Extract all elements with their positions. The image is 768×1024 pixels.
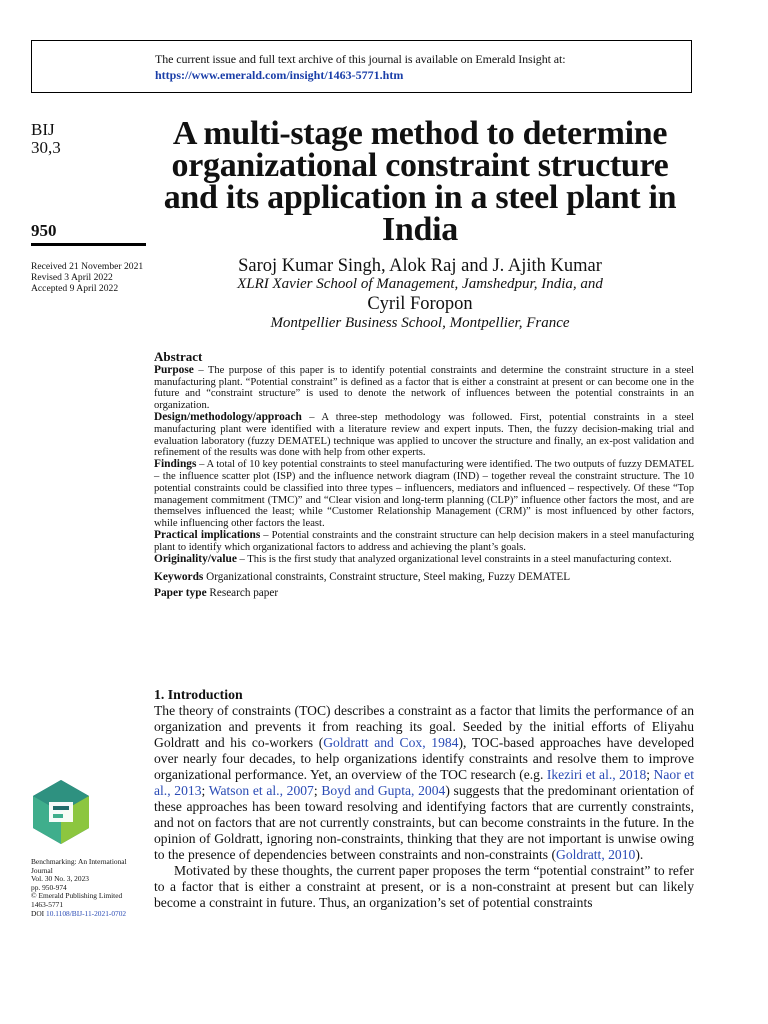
divider [31, 243, 146, 246]
page-range: pp. 950-974 [31, 882, 67, 892]
section-heading: 1. Introduction [154, 687, 243, 702]
text-run: ). [635, 847, 644, 862]
introduction-section [154, 687, 694, 911]
citation-link[interactable]: Naor et al., 2013 [154, 767, 694, 798]
abstract-originality [154, 554, 694, 566]
keywords [154, 569, 694, 585]
findings-label: Findings [154, 458, 197, 471]
practical-label: Practical implications [154, 528, 261, 541]
paper-type-text: Research paper [206, 587, 279, 600]
keywords-text: Organizational constraints, Constraint structure, Steel making, Fuzzy DEMATEL [203, 571, 571, 584]
citation-link[interactable]: Goldratt, 2010 [556, 847, 636, 862]
publication-info [31, 858, 149, 918]
text-run: ) suggests that the predominant orientation of these approaches has been toward resolving and identifying factors that are currently constraints, and not on factors that are not currently constraints, but can become constraints in the future. In the opinion of Goldratt, ignoring non-constraints, thinking that they are not important is unwise owing to the presence of dependencies between constraints and non-constraints ( [154, 783, 694, 862]
originality-text: – This is the first study that analyzed organizational level constraints in a steel manufacturing context. [236, 553, 672, 565]
accepted-date: Accepted 9 April 2022 [31, 283, 119, 294]
citation-link[interactable]: Watson et al., 2007 [208, 783, 314, 798]
keywords-block [154, 569, 694, 601]
page-number: 950 [31, 221, 57, 240]
findings-text: – A total of 10 key potential constraints to steel manufacturing were identified. The two outputs of fuzzy DEMATEL – the influence scatter plot (ISP) and the influence network diagram (IND) – together reveal the constraint structure. The 10 potential constraints could be classified into three types – influencers, mediators and influenced – respectively. Of these “Top management commitment (TMC)” and “Clear vision and long-term planning (CLP)” influence other factors the most, and are themselves influenced the least; while “Customer Relationship Management (CRM)” is most influenced by other factors, while influencing other factors the least. [154, 459, 694, 530]
authors-line-1: Saroj Kumar Singh, Alok Raj and J. Ajith Kumar [238, 256, 602, 276]
text-run: ), TOC-based approaches have developed over nearly four decades, to help organizations identify constraints and resolve them to improve organizational performance. Yet, an overview of the TOC research (e.g. [154, 735, 695, 782]
received-date: Received 21 November 2021 [31, 261, 144, 272]
authors-line-2: Cyril Foropon [367, 294, 473, 314]
journal-name: Benchmarking: An International Journal [31, 857, 127, 875]
intro-paragraph-1 [154, 703, 694, 863]
paper-type-label: Paper type [154, 587, 207, 600]
abstract-heading: Abstract [154, 349, 203, 364]
revised-date: Revised 3 April 2022 [31, 272, 113, 283]
affiliation-1: XLRI Xavier School of Management, Jamshedpur, India, and [237, 276, 603, 292]
banner-text: The current issue and full text archive of this journal is available on Emerald Insight at: [155, 52, 566, 66]
article-title: A multi-stage method to determine organizational constraint structure and its application in a steel plant in India [163, 115, 677, 248]
volume-info: Vol. 30 No. 3, 2023 [31, 874, 89, 884]
citation-link[interactable]: Boyd and Gupta, 2004 [321, 783, 446, 798]
citation-link[interactable]: Ikeziri et al., 2018 [546, 767, 647, 782]
citation-link[interactable]: Goldratt and Cox, 1984 [323, 735, 459, 750]
abstract-findings [154, 459, 694, 530]
journal-code [31, 121, 61, 157]
design-label: Design/methodology/approach [154, 410, 302, 423]
journal-abbrev: BIJ [31, 120, 55, 139]
text-run: ; [646, 767, 654, 782]
doi-line [31, 910, 149, 919]
affiliation-2: Montpellier Business School, Montpellier, France [270, 315, 570, 331]
doi-label: DOI [31, 908, 45, 918]
text-run: The theory of constraints (TOC) describes a constraint as a factor that limits the performance of an organization and prevents it from reaching its goal. Seeded by the initial efforts of Eliyahu Goldratt and his co-workers ( [154, 703, 694, 750]
copyright: © Emerald Publishing Limited [31, 891, 123, 901]
abstract-practical [154, 530, 694, 554]
volume-issue: 30,3 [31, 138, 61, 157]
journal-access-banner [31, 40, 692, 93]
article-history [31, 261, 143, 294]
intro-paragraph-2: Motivated by these thoughts, the current paper proposes the term “potential constraint” to refer to a factor that is either a constraint at present, or is a non-constraint at present but can likely become a constraint in future. Thus, an organization’s set of potential constraints [154, 863, 694, 910]
purpose-label: Purpose [154, 363, 194, 376]
issn: 1463-5771 [31, 899, 64, 909]
originality-label: Originality/value [154, 552, 237, 565]
journal-url-link[interactable]: https://www.emerald.com/insight/1463-5771.htm [155, 68, 404, 82]
text-run: ; [313, 783, 322, 798]
abstract-purpose [154, 365, 694, 412]
design-text: – A three-step methodology was followed. First, potential constraints in a steel manufacturing plant were identified with a literature review and expert inputs. Then, the fuzzy decision-making trial and evaluation laboratory (fuzzy DEMATEL) technique was applied to uncover the structure and finally, an ex-post validation and refinement of the results was done with help from other experts. [154, 411, 694, 459]
abstract-section [154, 351, 694, 601]
doi-link[interactable]: 10.1108/BIJ-11-2021-0702 [46, 908, 127, 918]
keywords-label: Keywords [154, 571, 204, 584]
purpose-text: – The purpose of this paper is to identify potential constraints and determine the constraint structure in a steel manufacturing plant. “Potential constraint” is defined as a factor that is either a constraint at present or can become one in the future and “constraint structure” is used to denote the network of influences between the potential constraints in an organization. [154, 364, 694, 412]
practical-text: – Potential constraints and the constraint structure can help decision makers in a steel manufacturing plant to identify which organizational factors to address and achieving the plant’s goals. [154, 529, 694, 553]
text-run: ; [201, 783, 209, 798]
paper-type [154, 585, 694, 601]
abstract-design [154, 412, 694, 459]
emerald-logo [31, 778, 91, 846]
